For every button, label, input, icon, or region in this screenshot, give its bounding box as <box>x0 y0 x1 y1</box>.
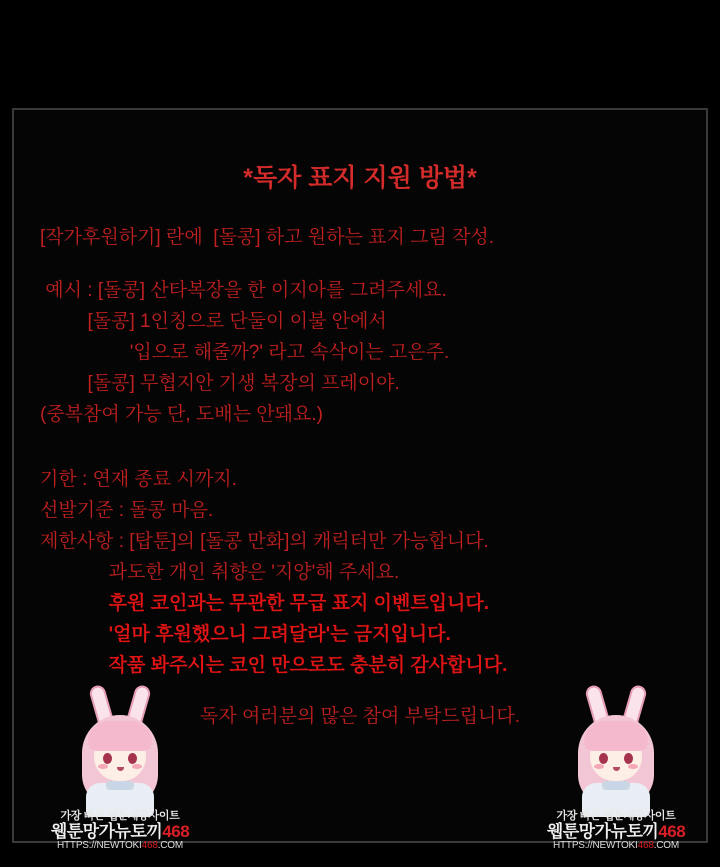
blush-right <box>628 764 638 769</box>
watermark-url-number: 468 <box>141 839 158 851</box>
watermark-url <box>528 841 704 852</box>
blush-left <box>594 764 604 769</box>
watermark-brand-number: 468 <box>162 821 190 841</box>
watermark-url-text: HTTPS://NEWTOKI <box>56 839 142 851</box>
blush-right <box>132 764 142 769</box>
terms-line-3: 제한사항 : [탑툰]의 [돌콩 만화]의 캐릭터만 가능합니다. <box>40 531 489 552</box>
warning-line-3: 작품 봐주시는 코인 만으로도 충분히 감사합니다. <box>40 655 508 676</box>
watermark-left <box>32 811 208 851</box>
footer-message: 독자 여러분의 많은 참여 부탁드립니다. <box>199 706 521 727</box>
collar <box>106 781 134 790</box>
notice-body <box>14 194 706 675</box>
watermark-tagline: 가장 빠른 웹툰제공사이트 <box>60 810 180 823</box>
example-line-2: [돌콩] 1인칭으로 단둘이 이불 안에서 <box>40 311 387 332</box>
watermark-url-number: 468 <box>637 839 654 851</box>
character-illustration-right <box>568 691 664 811</box>
watermark-url <box>32 841 208 852</box>
watermark-url-suffix: .COM <box>653 839 679 851</box>
example-line-1: 예시 : [돌콩] 산타복장을 한 이지아를 그려주세요. <box>40 280 447 301</box>
eye-left <box>103 753 112 764</box>
example-line-5: (중복참여 가능 단, 도배는 안돼요.) <box>40 404 323 425</box>
watermark-tagline: 가장 빠른 웹툰제공사이트 <box>556 810 676 823</box>
intro-line: [작가후원하기] 란에 [돌콩] 하고 원하는 표지 그림 작성. <box>40 227 495 248</box>
eye-right <box>624 753 633 764</box>
character-illustration-left <box>72 691 168 811</box>
watermark-url-text: HTTPS://NEWTOKI <box>552 839 638 851</box>
warning-line-1: 후원 코인과는 무관한 무급 표지 이벤트입니다. <box>40 593 490 614</box>
example-line-3: '입으로 해줄까?' 라고 속삭이는 고은주. <box>40 342 450 363</box>
hair-bangs <box>88 721 152 751</box>
page-title: *독자 표지 지원 방법* <box>243 164 477 192</box>
hair-bangs <box>584 721 648 751</box>
blush-left <box>98 764 108 769</box>
collar <box>602 781 630 790</box>
watermark-brand <box>528 823 704 841</box>
watermark-brand-text: 웹툰망가뉴토끼 <box>546 821 659 841</box>
watermark-brand-text: 웹툰망가뉴토끼 <box>50 821 163 841</box>
example-line-4: [돌콩] 무협지안 기생 복장의 프레이야. <box>40 373 400 394</box>
watermark-brand-number: 468 <box>658 821 686 841</box>
terms-line-1: 기한 : 연재 종료 시까지. <box>40 469 237 490</box>
terms-line-4: 과도한 개인 취향은 '지양'해 주세요. <box>40 562 400 583</box>
watermark-brand <box>32 823 208 841</box>
warning-line-2: '얼마 후원했으니 그려달라'는 금지입니다. <box>40 624 451 645</box>
eye-left <box>599 753 608 764</box>
watermark-url-suffix: .COM <box>157 839 183 851</box>
watermark-right <box>528 811 704 851</box>
eye-right <box>128 753 137 764</box>
terms-line-2: 선발기준 : 돌콩 마음. <box>40 500 214 521</box>
